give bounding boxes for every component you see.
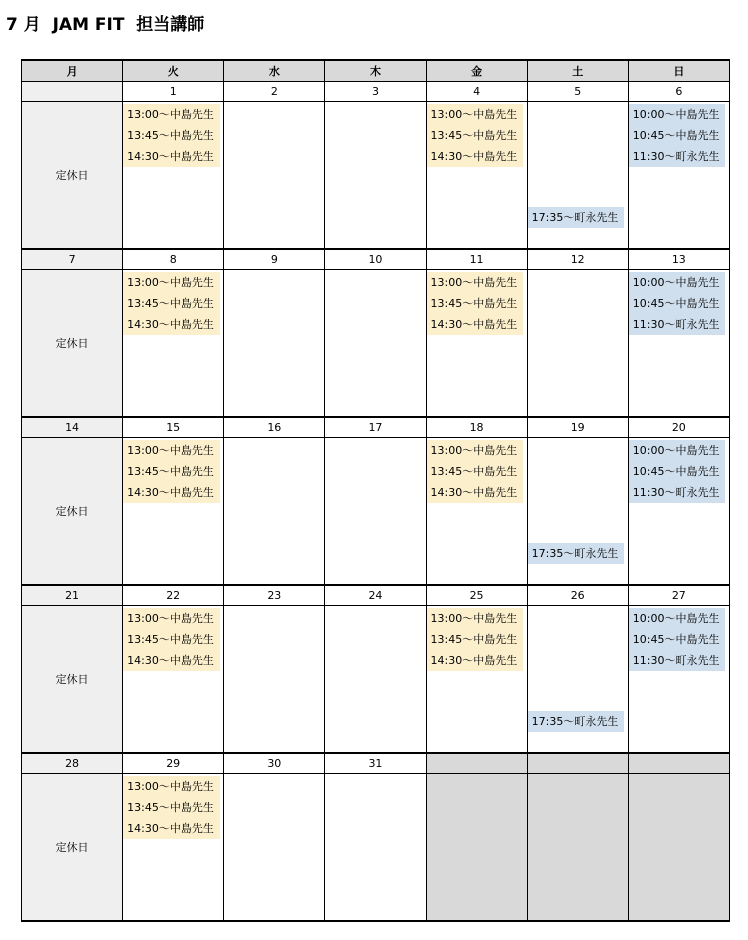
- page-title: 7 月 JAM FIT 担当講師: [6, 15, 205, 35]
- day-cell-sat: [527, 102, 628, 250]
- closed-day-cell: [22, 438, 123, 586]
- date-number-sun: 6: [628, 82, 729, 102]
- lesson-slot: 13:00〜中島先生: [427, 440, 524, 461]
- weekday-header-sun: 日: [628, 60, 729, 82]
- lesson-slot: 14:30〜中島先生: [427, 314, 524, 335]
- date-row: [22, 249, 730, 270]
- schedule-calendar: [21, 59, 730, 922]
- lesson-slot: 13:45〜中島先生: [123, 629, 220, 650]
- lesson-slot: 11:30〜町永先生: [629, 482, 726, 503]
- day-cell-thu: [325, 102, 426, 250]
- lesson-slot: 14:30〜中島先生: [123, 482, 220, 503]
- date-number-wed: 30: [224, 753, 325, 774]
- lesson-slot-list: [123, 272, 220, 335]
- date-number-tue: 1: [123, 82, 224, 102]
- date-number-fri: 18: [426, 417, 527, 438]
- date-number-tue: 15: [123, 417, 224, 438]
- day-cell-sun: [628, 102, 729, 250]
- lesson-slot-list: [427, 104, 524, 167]
- date-number-wed: 23: [224, 585, 325, 606]
- day-cell-wed: [224, 102, 325, 250]
- closed-day-label: 定休日: [55, 505, 89, 518]
- weekday-header-tue: 火: [123, 60, 224, 82]
- weekday-header-row: [22, 60, 730, 82]
- lesson-slot: 13:45〜中島先生: [123, 125, 220, 146]
- day-cell-sat: [527, 270, 628, 418]
- lesson-slot: 10:45〜中島先生: [629, 125, 726, 146]
- calendar-body: [22, 82, 730, 922]
- day-cell-tue: [123, 438, 224, 586]
- empty-day-cell: [527, 774, 628, 922]
- day-cell-wed: [224, 438, 325, 586]
- date-number-thu: 17: [325, 417, 426, 438]
- date-row: [22, 417, 730, 438]
- date-number-sun: [628, 753, 729, 774]
- date-number-fri: 25: [426, 585, 527, 606]
- closed-day-label: 定休日: [55, 169, 89, 182]
- lesson-slot-list: [629, 104, 726, 167]
- lesson-slot-list: [123, 776, 220, 839]
- day-cell-thu: [325, 774, 426, 922]
- day-cell-sat: [527, 606, 628, 754]
- date-number-wed: 2: [224, 82, 325, 102]
- day-cell-wed: [224, 606, 325, 754]
- date-number-sat: 12: [527, 249, 628, 270]
- lesson-slot: 13:00〜中島先生: [427, 608, 524, 629]
- lesson-slot: 13:00〜中島先生: [427, 272, 524, 293]
- date-number-fri: 11: [426, 249, 527, 270]
- date-number-mon: 7: [22, 249, 123, 270]
- lesson-slot-list: [427, 272, 524, 335]
- lesson-slot: 13:00〜中島先生: [427, 104, 524, 125]
- date-number-mon: [22, 82, 123, 102]
- weekday-header-wed: 水: [224, 60, 325, 82]
- closed-day-label: 定休日: [55, 841, 89, 854]
- day-cell-sun: [628, 270, 729, 418]
- lesson-slot-list: [629, 608, 726, 671]
- date-number-thu: 24: [325, 585, 426, 606]
- lesson-slot: 14:30〜中島先生: [123, 818, 220, 839]
- lesson-slot: 13:00〜中島先生: [123, 272, 220, 293]
- weekday-header-thu: 木: [325, 60, 426, 82]
- weekday-header-sat: 土: [527, 60, 628, 82]
- lesson-slot: 14:30〜中島先生: [427, 482, 524, 503]
- closed-day-label: 定休日: [55, 337, 89, 350]
- date-row: [22, 585, 730, 606]
- lesson-slot: 14:30〜中島先生: [123, 650, 220, 671]
- day-cell-fri: [426, 438, 527, 586]
- date-row: [22, 82, 730, 102]
- evening-lesson-slot: 17:35〜町永先生: [528, 711, 625, 732]
- day-cell-sat: [527, 438, 628, 586]
- lesson-slot-list: [123, 104, 220, 167]
- evening-lesson-slot: 17:35〜町永先生: [528, 207, 625, 228]
- closed-day-label: 定休日: [55, 673, 89, 686]
- date-number-sun: 20: [628, 417, 729, 438]
- lesson-slot: 10:45〜中島先生: [629, 629, 726, 650]
- evening-lesson-slot: 17:35〜町永先生: [528, 543, 625, 564]
- lesson-slot: 13:45〜中島先生: [123, 461, 220, 482]
- date-number-thu: 31: [325, 753, 426, 774]
- date-number-thu: 10: [325, 249, 426, 270]
- lesson-slot-list: [427, 608, 524, 671]
- day-cell-sun: [628, 438, 729, 586]
- week-body-row: [22, 774, 730, 922]
- day-cell-tue: [123, 774, 224, 922]
- lesson-slot: 13:45〜中島先生: [427, 629, 524, 650]
- day-cell-fri: [426, 270, 527, 418]
- day-cell-sun: [628, 606, 729, 754]
- lesson-slot: 14:30〜中島先生: [123, 146, 220, 167]
- date-number-fri: 4: [426, 82, 527, 102]
- lesson-slot-list: [629, 440, 726, 503]
- day-cell-thu: [325, 270, 426, 418]
- lesson-slot: 13:45〜中島先生: [123, 293, 220, 314]
- lesson-slot: 11:30〜町永先生: [629, 650, 726, 671]
- day-cell-thu: [325, 438, 426, 586]
- date-number-tue: 22: [123, 585, 224, 606]
- lesson-slot: 13:00〜中島先生: [123, 104, 220, 125]
- day-cell-tue: [123, 270, 224, 418]
- closed-day-cell: [22, 102, 123, 250]
- lesson-slot: 11:30〜町永先生: [629, 146, 726, 167]
- lesson-slot: 13:45〜中島先生: [123, 797, 220, 818]
- date-number-mon: 21: [22, 585, 123, 606]
- lesson-slot: 14:30〜中島先生: [123, 314, 220, 335]
- date-number-sat: 26: [527, 585, 628, 606]
- lesson-slot-list: [123, 440, 220, 503]
- empty-day-cell: [426, 774, 527, 922]
- closed-day-cell: [22, 774, 123, 922]
- date-number-thu: 3: [325, 82, 426, 102]
- lesson-slot-list: [427, 440, 524, 503]
- lesson-slot: 11:30〜町永先生: [629, 314, 726, 335]
- lesson-slot: 10:00〜中島先生: [629, 272, 726, 293]
- weekday-header-mon: 月: [22, 60, 123, 82]
- date-number-wed: 16: [224, 417, 325, 438]
- date-number-sat: 19: [527, 417, 628, 438]
- closed-day-cell: [22, 606, 123, 754]
- lesson-slot: 13:00〜中島先生: [123, 440, 220, 461]
- lesson-slot-list: [123, 608, 220, 671]
- day-cell-fri: [426, 606, 527, 754]
- date-number-sat: 5: [527, 82, 628, 102]
- lesson-slot: 10:00〜中島先生: [629, 608, 726, 629]
- date-number-fri: [426, 753, 527, 774]
- lesson-slot: 13:00〜中島先生: [123, 608, 220, 629]
- day-cell-tue: [123, 606, 224, 754]
- lesson-slot: 10:00〜中島先生: [629, 104, 726, 125]
- date-number-sun: 27: [628, 585, 729, 606]
- lesson-slot: 14:30〜中島先生: [427, 146, 524, 167]
- date-number-tue: 29: [123, 753, 224, 774]
- weekday-header-fri: 金: [426, 60, 527, 82]
- date-number-sun: 13: [628, 249, 729, 270]
- empty-day-cell: [628, 774, 729, 922]
- lesson-slot: 13:45〜中島先生: [427, 293, 524, 314]
- closed-day-cell: [22, 270, 123, 418]
- lesson-slot: 10:00〜中島先生: [629, 440, 726, 461]
- lesson-slot: 13:45〜中島先生: [427, 461, 524, 482]
- week-body-row: [22, 438, 730, 586]
- week-body-row: [22, 606, 730, 754]
- day-cell-tue: [123, 102, 224, 250]
- lesson-slot: 13:45〜中島先生: [427, 125, 524, 146]
- day-cell-wed: [224, 774, 325, 922]
- lesson-slot-list: [629, 272, 726, 335]
- lesson-slot: 14:30〜中島先生: [427, 650, 524, 671]
- lesson-slot: 13:00〜中島先生: [123, 776, 220, 797]
- date-number-mon: 14: [22, 417, 123, 438]
- date-number-mon: 28: [22, 753, 123, 774]
- lesson-slot: 10:45〜中島先生: [629, 461, 726, 482]
- date-number-tue: 8: [123, 249, 224, 270]
- week-body-row: [22, 270, 730, 418]
- day-cell-thu: [325, 606, 426, 754]
- date-number-wed: 9: [224, 249, 325, 270]
- date-row: [22, 753, 730, 774]
- week-body-row: [22, 102, 730, 250]
- day-cell-fri: [426, 102, 527, 250]
- day-cell-wed: [224, 270, 325, 418]
- date-number-sat: [527, 753, 628, 774]
- lesson-slot: 10:45〜中島先生: [629, 293, 726, 314]
